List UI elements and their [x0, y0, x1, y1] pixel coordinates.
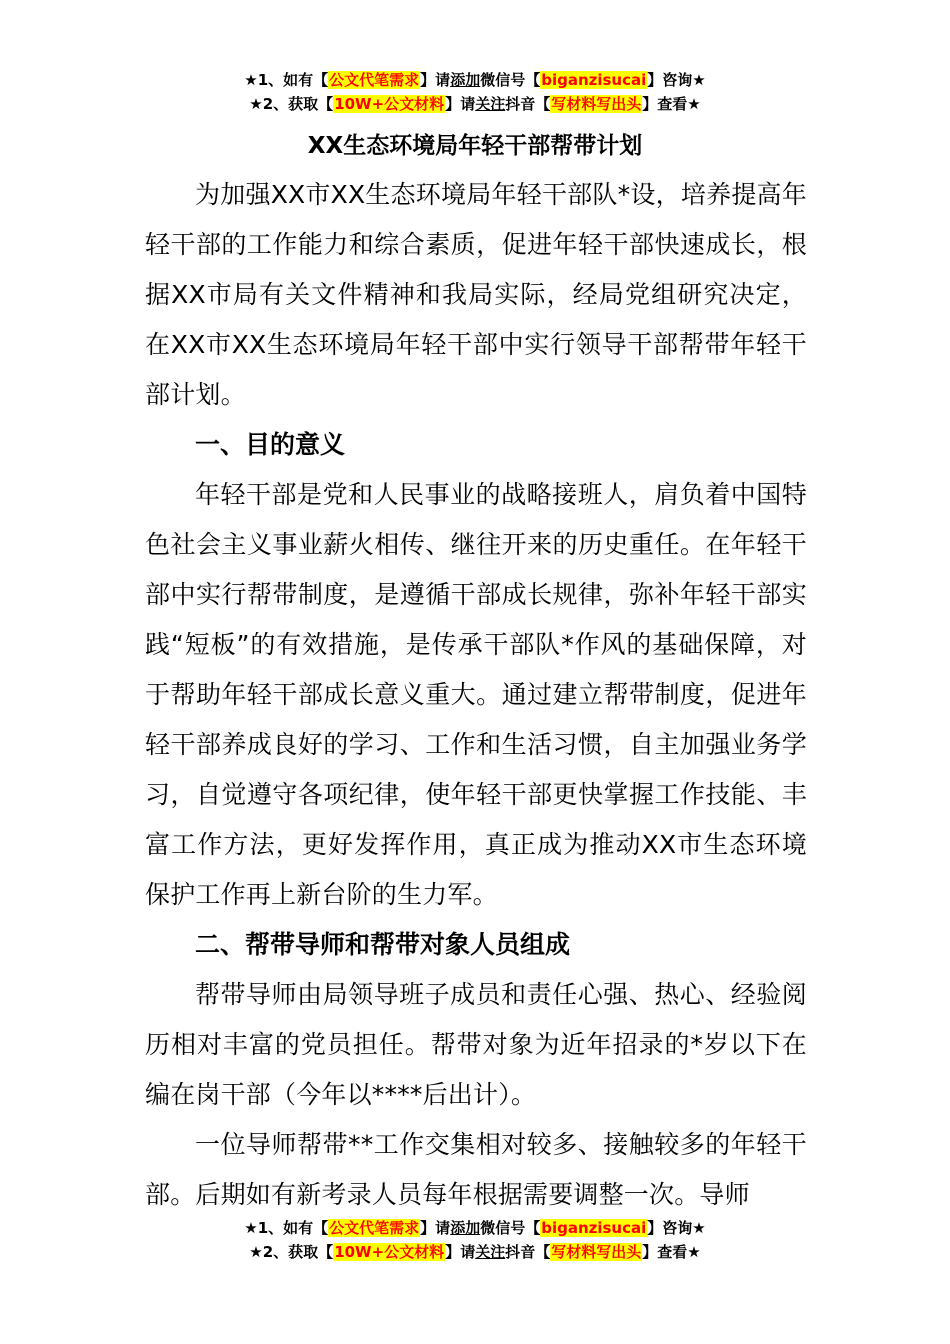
promo-underlined: 关注	[475, 95, 506, 113]
promo-text: ★1、如有【	[244, 71, 329, 89]
wechat-id-highlight: biganzisucai	[541, 1219, 647, 1237]
promo-text: 微信号【	[480, 71, 541, 89]
wechat-id-highlight: biganzisucai	[541, 71, 647, 89]
promo-highlight: 10W+公文材料	[334, 1243, 445, 1261]
section-heading-purpose: 一、目的意义	[195, 430, 346, 459]
promo-underlined: 添加	[450, 71, 481, 89]
paragraph-purpose: 年轻干部是党和人民事业的战略接班人，肩负着中国特色社会主义事业薪火相传、继往开来的历史重任。在年轻干部中实行帮带制度，是遵循干部成长规律，弥补年轻干部实践“短板”的有效措施，是传承干部队*作风的基础保障，对于帮助年轻干部成长意义重大。通过建立帮带制度，促进年轻干部养成良好的学习、工作和生活习惯，自主加强业务学习，自觉遵守各项纪律，使年轻干部更快掌握工作技能、丰富工作方法，更好发挥作用，真正成为推动XX市生态环境保护工作再上新台阶的生力军。	[145, 480, 807, 909]
promo-text: ★2、获取【	[249, 95, 334, 113]
promo-highlight: 公文代笔需求	[329, 1219, 420, 1237]
promo-text: 】请	[420, 71, 451, 89]
document-title: XX生态环境局年轻干部帮带计划	[307, 133, 643, 159]
promo-banner-top	[0, 68, 950, 116]
promo-underlined: 添加	[450, 1219, 481, 1237]
promo-highlight: 10W+公文材料	[334, 95, 445, 113]
promo-text: ★1、如有【	[244, 1219, 329, 1237]
promo-line-1	[0, 68, 950, 92]
promo-highlight: 公文代笔需求	[329, 71, 420, 89]
paragraph-assignment: 一位导师帮带**工作交集相对较多、接触较多的年轻干部。后期如有新考录人员每年根据需要调整一次。导师	[145, 1130, 807, 1209]
promo-text: 】咨询★	[647, 1219, 706, 1237]
promo-banner-bottom	[0, 1216, 950, 1264]
promo-text: 】请	[445, 1243, 476, 1261]
promo-line-2	[0, 92, 950, 116]
promo-text: 】请	[420, 1219, 451, 1237]
promo-text: 】请	[445, 95, 476, 113]
promo-text: 抖音【	[505, 95, 551, 113]
douyin-id-highlight: 写材料写出头	[551, 1243, 642, 1261]
promo-text: ★2、获取【	[249, 1243, 334, 1261]
paragraph-composition: 帮带导师由局领导班子成员和责任心强、热心、经验阅历相对丰富的党员担任。帮带对象为近年招录的*岁以下在编在岗干部（今年以****后出计）。	[145, 980, 807, 1109]
promo-text: 】查看★	[642, 1243, 701, 1261]
promo-text: 】咨询★	[647, 71, 706, 89]
section-heading-composition: 二、帮带导师和帮带对象人员组成	[195, 930, 571, 959]
document-body	[145, 170, 807, 1220]
promo-text: 抖音【	[505, 1243, 551, 1261]
douyin-id-highlight: 写材料写出头	[551, 95, 642, 113]
paragraph-intro: 为加强XX市XX生态环境局年轻干部队*设，培养提高年轻干部的工作能力和综合素质，促进年轻干部快速成长，根据XX市局有关文件精神和我局实际，经局党组研究决定，在XX市XX生态环境局年轻干部中实行领导干部帮带年轻干部计划。	[145, 180, 807, 409]
promo-text: 微信号【	[480, 1219, 541, 1237]
promo-underlined: 关注	[475, 1243, 506, 1261]
promo-line-1	[0, 1216, 950, 1240]
promo-line-2	[0, 1240, 950, 1264]
promo-text: 】查看★	[642, 95, 701, 113]
